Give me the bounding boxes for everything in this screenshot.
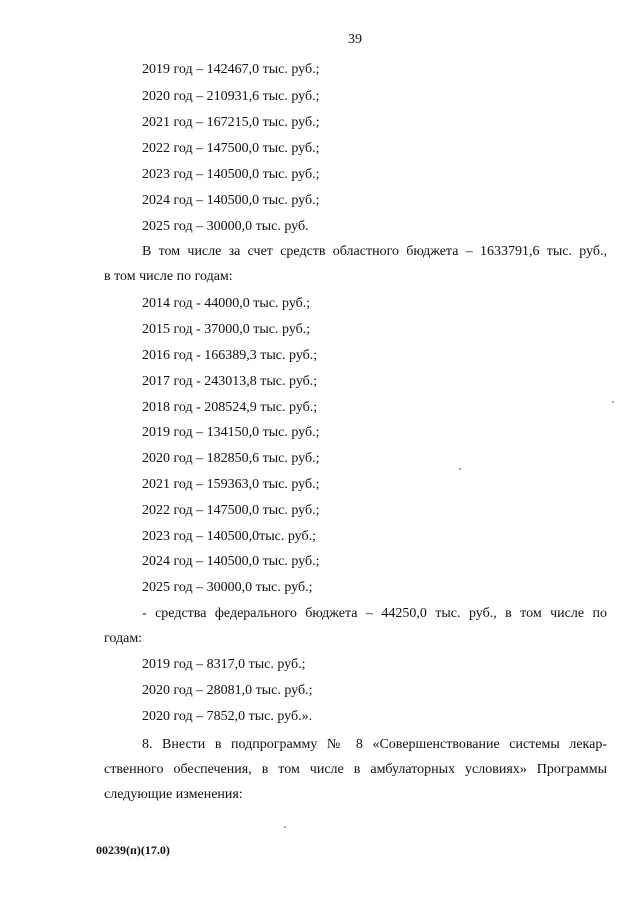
budget-line: 2023 год – 140500,0 тыс. руб.; (142, 167, 320, 182)
federal-budget-paragraph-line1: - средства федерального бюджета – 44250,0 тыс. руб., в том числе по (142, 606, 607, 621)
budget-line: 2014 год - 44000,0 тыс. руб.; (142, 296, 311, 311)
scan-speck (459, 468, 461, 470)
budget-line: 2015 год - 37000,0 тыс. руб.; (142, 322, 311, 337)
budget-line: 2022 год – 147500,0 тыс. руб.; (142, 141, 320, 156)
document-code: 00239(п)(17.0) (96, 843, 170, 857)
budget-line: 2020 год – 182850,6 тыс. руб.; (142, 451, 320, 466)
page-number: 39 (348, 32, 362, 47)
item-8-line1: 8. Внести в подпрограмму № 8 «Совершенствование системы лекар- (142, 737, 607, 752)
budget-line: 2021 год – 159363,0 тыс. руб.; (142, 477, 320, 492)
item-8-line3: следующие изменения: (104, 787, 243, 802)
budget-line: 2017 год - 243013,8 тыс. руб.; (142, 374, 318, 389)
budget-line: 2025 год – 30000,0 тыс. руб.; (142, 580, 313, 595)
budget-line: 2020 год – 210931,6 тыс. руб.; (142, 89, 320, 104)
federal-budget-paragraph-line2: годам: (104, 631, 143, 646)
budget-line: 2022 год – 147500,0 тыс. руб.; (142, 503, 320, 518)
item-8-line2: ственного обеспечения, в том числе в амбулаторных условиях» Программы (104, 762, 607, 777)
budget-line: 2016 год - 166389,3 тыс. руб.; (142, 348, 318, 363)
budget-line: 2018 год - 208524,9 тыс. руб.; (142, 400, 318, 415)
budget-line: 2023 год – 140500,0тыс. руб.; (142, 529, 316, 544)
budget-line: 2019 год – 8317,0 тыс. руб.; (142, 657, 306, 672)
budget-line: 2021 год – 167215,0 тыс. руб.; (142, 115, 320, 130)
budget-line: 2024 год – 140500,0 тыс. руб.; (142, 193, 320, 208)
regional-budget-paragraph-line2: в том числе по годам: (104, 269, 233, 284)
budget-line: 2019 год – 134150,0 тыс. руб.; (142, 425, 320, 440)
scan-speck (612, 401, 614, 403)
regional-budget-paragraph-line1: В том числе за счет средств областного бюджета – 1633791,6 тыс. руб., (142, 244, 607, 259)
budget-line: 2019 год – 142467,0 тыс. руб.; (142, 62, 320, 77)
budget-line: 2020 год – 28081,0 тыс. руб.; (142, 683, 313, 698)
scan-speck (284, 826, 286, 828)
budget-line: 2024 год – 140500,0 тыс. руб.; (142, 554, 320, 569)
budget-line: 2025 год – 30000,0 тыс. руб. (142, 219, 309, 234)
budget-line: 2020 год – 7852,0 тыс. руб.». (142, 709, 313, 724)
